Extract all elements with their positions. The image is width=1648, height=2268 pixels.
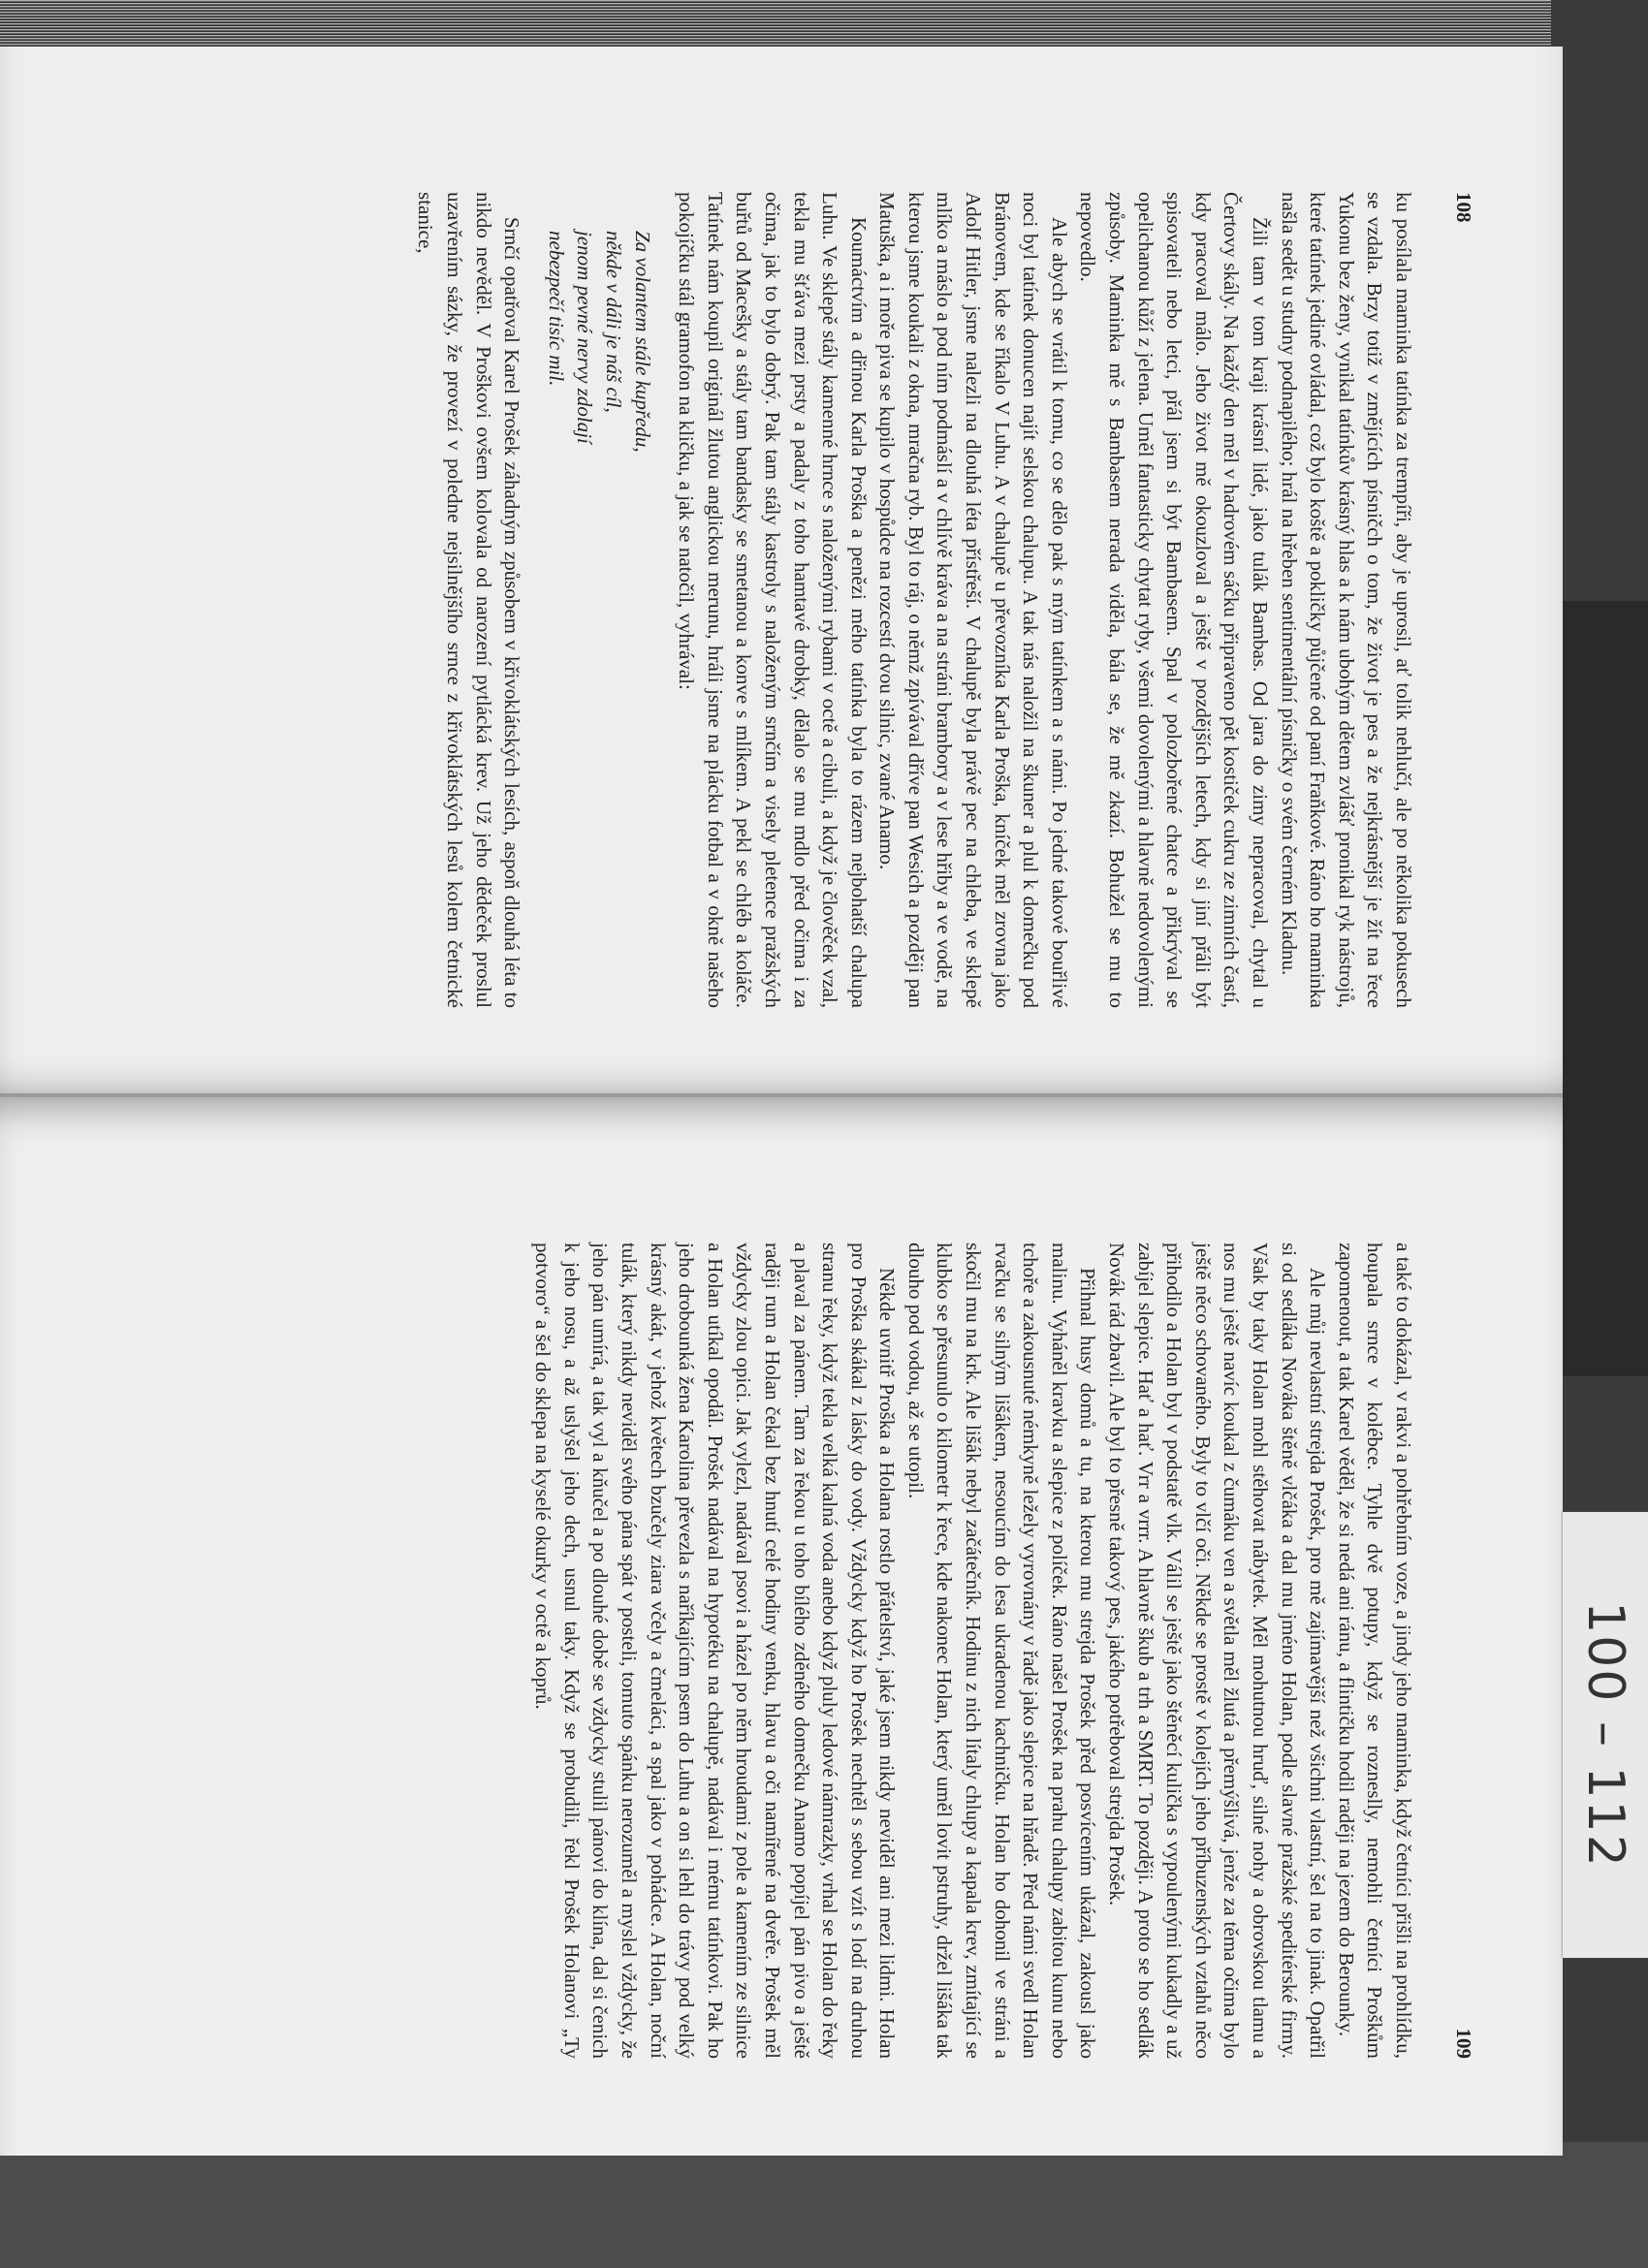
verse-line: nebezpečí tisíc mil. xyxy=(544,231,568,387)
paragraph: Koumáctvím a dřinou Karla Proška a penězi mého tatínka byla to rázem nejbohatší chalupa Luhu. Ve sklepě stály kamenné hrnce s naloženými rybami v octě a cibuli, a když je člověček vzal, tekla mu šťáva mezi prsty a padaly z toho hamtavé drobky, dělalo se mu mdlo před očima i za očima, jak to bylo dobrý. Pak tam stály kastroly s naloženým srnčím a visely pletence pražských buřtů od Macešky a stály tam bandasky se smetanou a konve s mlíkem. A pekl se chléb a koláče. Tatínek nám koupil originál žlutou anglickou merunu, hráli jsme na plácku fotbal a v okně našeho pokojíčku stál gramofon na kličku, a jak se natočil, vyhrával: xyxy=(675,192,871,1008)
paragraph: Srnčí opatřoval Karel Prošek záhadným způsobem v křivoklátských lesích, aspoň dlouhá léta to nikdo nevěděl. V Proškovi ovšem kolovala od narození pytlácká krev. Už jeho dědeček proslul uzavřením sázky, že provezí v poledne nejsilnějšího srnce z křivoklátských lesů kolem četnické stanice, xyxy=(414,192,524,1008)
left-page-body xyxy=(411,192,1417,1008)
page-number: 108 xyxy=(1452,192,1475,223)
paragraph: Žili tam v tom kraji krásní lidé, jako tulák Bambas. Od jara do zimy nepracoval, chytal u Čertovy skály. Na každý den měl v hadrovém sáčku připraveno pět kostiček cukru ze zimních častí, kdy pracoval málo. Jeho život mě okouzloval a ještě v pozdějších letech, kdy si jiní přáli být spisovateli nebo letci, přál jsem si být Bambasem. Spal v polozbořené chatce a přikrýval se opelichanou kůží z jelena. Uměl fantasticky chytat ryby, všemi dovolenými a hlavně nedovolenými způsoby. Maminka mě s Bambasem nerada viděla, bála se, že mě zkazí. Bohužel se mu to nepovedlo. xyxy=(1076,192,1273,1008)
paragraph: Ale abych se vrátil k tomu, co se dělo pak s mým tatínkem a s námi. Po jedné takové bouřlivé noci byl tatínek donucen najít selskou chalupu. A tak nás naložil na škuner a plul k domečku pod Bránovem, kde se říkalo V Luhu. A v chalupě u převozníka Karla Proška, kníček měl zrovna jako Adolf Hitler, jsme nalezli na dlouhá léta přístřeší. V chalupě byla právě pec na chleba, ve sklepě mlíko a máslo a pod ním podmáslí a v chlívě kráva a na stráni brambory a v lese hřiby a ve vodě, na kterou jsme koukali z okna, mračna ryb. Byl to ráj, o němž zpívával dříve pan Wesich a později pan Matuška, a i moře piva se kupilo v hospůdce na rozcestí dvou silnic, zvané Anamo. xyxy=(875,192,1071,1008)
paragraph: a také to dokázal, v rakvi a pohřebním voze, a jindy jeho maminka, když četníci přišli na prohlídku, houpala srnce v kolébce. Tyhle dvě potupy, když se rozneslly, nemohli četníci Proškům zapomenout, a tak Karel věděl, že si nedá ani ránu, a flintičku hodil raději na jezem do Berounky. xyxy=(1334,1243,1415,2059)
verse-line: někde v dáli je náš cíl, xyxy=(601,231,625,413)
right-page-body xyxy=(528,1243,1417,2059)
right-page xyxy=(0,1097,1563,2156)
tab-label-text: 100 – 112 xyxy=(1576,1601,1634,1869)
paragraph: Ale můj nevlastní strejda Prošek, pro mě zajímavější než všichni vlastní, šel na to jinak. Opatřil si od sedláka Nováka štěně vlčáka a dal mu jméno Holan, podle slavné pražské speditérské firmy. Však by taky Holan mohl stěhovat nábytek. Měl mohutnou hruď, silné nohy a obrovskou tlamu a nos mu ještě navíc koukal z čumáku ven a světla měl žlutá a přemýšlivá, jenže za těma očima bylo ještě něco schovaného. Byly to vlčí oči. Někde se prostě v kolejích jeho příbuzenských vztahů něco přihodilo a Holan byl v podstatě vlk. Válil se ještě jako štěněcí kulička s vypoulenými kukadly a už zabíjel slepice. Hať a hať. Vrr a vrrr. A hlavně škub a trh a SMRT. To později. A proto se ho sedlák Novák rád zbavil. Ale byl to přesně takový pes, jakého potřeboval strejda Prošek. xyxy=(1105,1243,1330,2059)
verse-line: jenom pevné nervy zdolají xyxy=(573,231,597,444)
left-page xyxy=(0,47,1563,1105)
verse-line: Za volantem stále kupředu, xyxy=(630,231,654,453)
paragraph: Někde uvnitř Proška a Holana rostlo přátelství, jaké jsem nikdy neviděl ani mezi lidmi. Holan pro Proška skákal z lásky do vody. Vždycky když ho Prošek nechtěl s sebou vzít s lodí na druhou stranu řeky, když tekla velká kalná voda anebo když pluly ledové námrazky, vrhal se Holan do řeky a plaval za pánem. Tam za řekou u toho bílého zděného domečku Anamo popíjel pán pivo a ještě raději rum a Holan čekal bez hnutí celé hodiny venku, hlavu a oči namířené na dveře. Prošek měl vždycky zlou opici. Jak vylezl, nadával psovi a házel po něm hroudami z pole a kamením ze silnice a Holan utíkal opodál. Prošek nadával na hypotéku na chalupě, nadával i mému tatínkovi. Pak ho jeho drobounká žena Karolina převezla s naříkajícím psem do Luhu a on si lehl do trávy pod velký krásný akát, v jehož květech bzučely ziara včely a čmeláci, a spal jako v pohádce. A Holan, noční tulák, který nikdy neviděl svého pána spát v posteli, tomuto spánku nerozuměl a myslel vždycky, že jeho pán umírá, a tak vyl a kňučel a po dlouhé době se vždycky stulil pánovi do klína, dal si čenich k jeho nosu, a až uslyšel jeho dech, usnul taky. Když se probudili, řekl Prošek Holanovi „Ty potvoro“ a šel do sklepa na kyselé okurky v octě a koprů. xyxy=(531,1243,900,2059)
background-bottom xyxy=(0,2142,1648,2268)
page-number: 109 xyxy=(1452,2028,1475,2059)
paragraph: ku posílala maminka tatínka za trempíři, aby je uprosil, ať tolik nehlučí, ale po několika pokusech se vzdala. Brzy totiž v změjících písničch o tom, že život je pes a že nejkrásnější je žít na řece Yukonu bez ženy, vynikal tatínkův krásný hlas a k nám ubohým dětem zvlášť pronikal ryk nástrojů, které tatínek jediné ovládal, což bylo koště a pokličky půjčené od paní Fraňkové. Ráno ho maminka našla sedět u studny podnapilého; hrál na hřeben sentimentální písničky o svém černém Kladnu. xyxy=(1277,192,1415,1008)
handwritten-tab-label xyxy=(1563,1512,1648,1958)
paragraph: Přihnal husy domů a tu, na kterou mu strejda Prošek před posvícením ukázal, zakousl jako malinu. Vyháněl kravku a slepice z políček. Ráno našel Prošek na prahu chalupy zabitou kunu nebo tchoře a zakousnuté némkyně ležely vyrovnány v řadě jako slepice na hřadě. Před námi svedl Holan rvačku se silným lišákem, nesoucím do lesa ukradenou kachničku. Holan ho dohonil ve stráni a skočil mu na krk. Ale lišák nebyl začátečník. Hodinu z nich lítaly chlupy a kapala krev, zmítající se klubko se přesunulo o kilometr k řece, kde nakonec Holan, který uměl lovit pstruhy, držel lišáka tak dlouho pod vodou, až se utopil. xyxy=(903,1243,1100,2059)
song-verse xyxy=(541,231,655,1008)
